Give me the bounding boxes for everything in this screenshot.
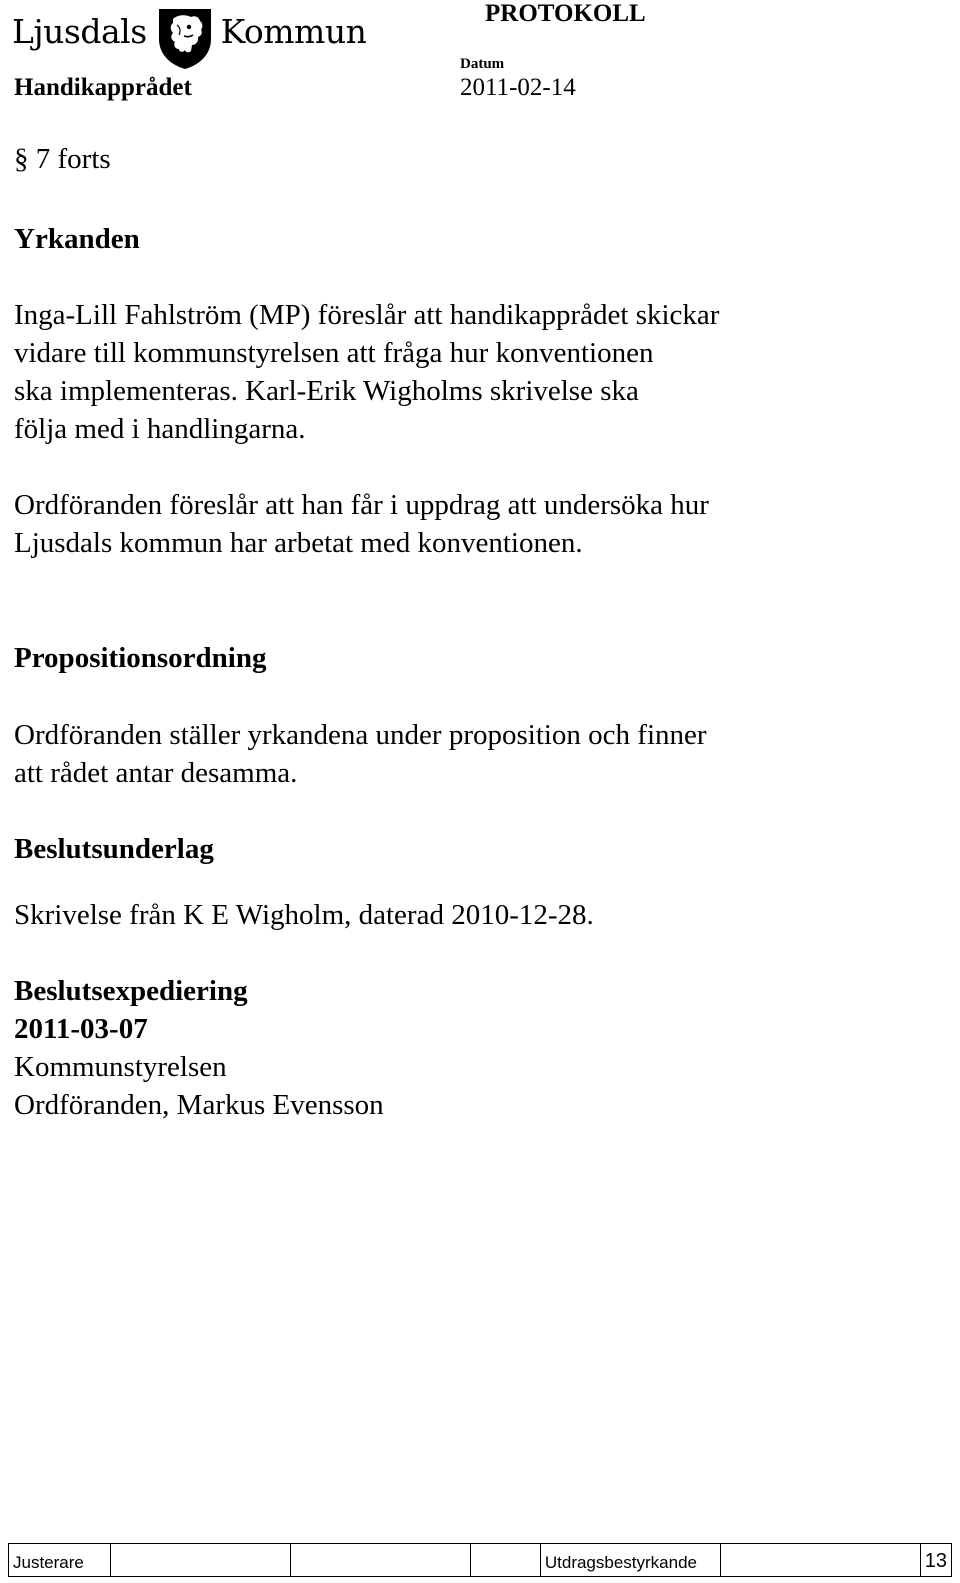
meeting-date: 2011-02-14 (460, 74, 576, 101)
utdragsbestyrkande-label: Utdragsbestyrkande (541, 1544, 721, 1576)
recipient-item: Kommunstyrelsen (14, 1051, 227, 1083)
propositionsordning-text: Ordföranden ställer yrkandena under proposition och finner att rådet antar desamma. (14, 719, 707, 789)
propositionsordning-heading: Propositionsordning (14, 642, 267, 674)
justerare-signature-cell (291, 1544, 471, 1576)
logo-text-left: Ljusdals (12, 11, 147, 51)
yrkanden-heading: Yrkanden (14, 223, 140, 255)
document-type: PROTOKOLL (485, 0, 646, 27)
utdragsbestyrkande-signature-cell (721, 1544, 921, 1576)
page-number: 13 (924, 1550, 947, 1572)
beslutsexpediering-heading: Beslutsexpediering (14, 975, 248, 1007)
lion-head-shield-icon (155, 5, 215, 71)
beslutsexpediering-date: 2011-03-07 (14, 1013, 148, 1045)
justerare-signature-cell (111, 1544, 291, 1576)
date-label: Datum (460, 56, 505, 72)
section-reference: § 7 forts (14, 143, 111, 175)
beslutsunderlag-text: Skrivelse från K E Wigholm, daterad 2010-12-28. (14, 899, 594, 931)
yrkanden-paragraph-2: Ordföranden föreslår att han får i uppdrag att undersöka hur Ljusdals kommun har arbetat med konventionen. (14, 489, 709, 559)
justerare-signature-cell (471, 1544, 541, 1576)
organ-name: Handikapprådet (14, 74, 192, 101)
beslutsunderlag-heading: Beslutsunderlag (14, 833, 214, 865)
footer-signature-table (8, 1543, 952, 1577)
municipality-logo (12, 2, 366, 74)
yrkanden-paragraph-1: Inga-Lill Fahlström (MP) föreslår att handikapprådet skickar vidare till kommunstyrelsen att fråga hur konventionen ska implementeras. Karl-Erik Wigholms skrivelse ska följa med i handlingarna. (14, 299, 720, 445)
justerare-label: Justerare (9, 1544, 111, 1576)
recipient-item: Ordföranden, Markus Evensson (14, 1089, 384, 1121)
logo-text-right: Kommun (220, 11, 367, 51)
